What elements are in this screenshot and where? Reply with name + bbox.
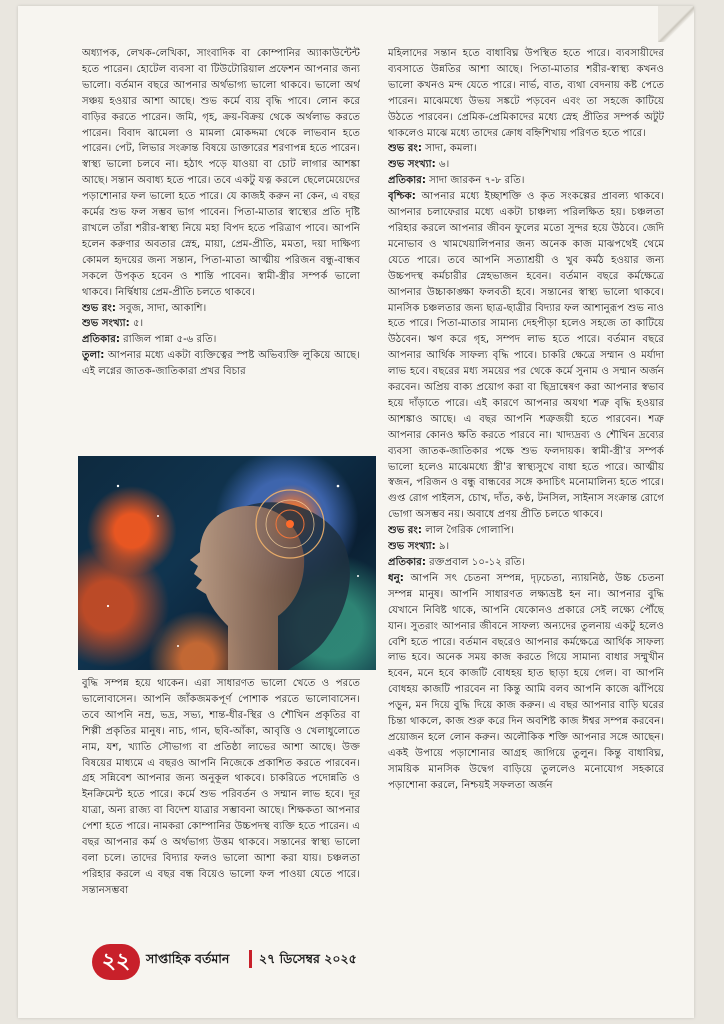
magazine-page (18, 6, 694, 1018)
remedy-value: সাদা জারকন ৭-৮ রতি। (425, 175, 525, 187)
lucky-number-line (388, 157, 664, 173)
body-paragraph: অধ্যাপক, লেখক-লেখিকা, সাংবাদিক বা কোম্পানির অ্যাকাউন্টেন্ট হতে পারেন। হোটেল ব্যবসা বা টিউটোরিয়াল প্রফেশন আপনার জন্য ভালো। বর্তমান বছরে আপনার অর্থভাগ্য ভালো থাকবে। ভালো অর্থ সঞ্চয় হওয়ার আশা আছে। শুভ কর্মে ব্যয় বৃদ্ধি পাবে। লোন করে বাড়ির করতে পারেন। জমি, গৃহ, ক্রয়-বিক্রয় থেকে অর্থলাভ করতে পারেন। বিবাদ ঝামেলা ও মামলা মোকদ্দমা থেকে লাভবান হতে পারেন। পেট, লিভার সংক্রান্ত বিষয়ে ডাক্তারের শরণাপন্ন হতে পারেন। স্বাস্থ্য ভালো চলবে না। হঠাৎ পড়ে যাওয়া বা চোট লাগার আশঙ্কা আছে। সন্তান অবাধ্য হতে পারে। তবে একটু যত্ন করলে ছেলেমেয়েদের পড়াশোনার ফল ভালো হতে পারে। যে কাজই করুন না কেন, এ বছর কর্মের শুভ ফল সম্ভব ভাগ পাবেন। পিতা-মাতার স্বাস্থ্যের প্রতি দৃষ্টি রাখলে তাঁরা শরীর-স্বাস্থ্য নিয়ে মহা বিপদ হতে পরিত্রাণ পাবে। আপনি হলেন করুণার অবতার স্নেহ, মায়া, প্রেম-প্রীতি, মমতা, দয়া দাক্ষিণ্য কোমল হৃদয়ের জন্য সন্তান, পিতা-মাতা আত্মীয় পরিজন বন্ধু-বান্ধব সকলে উপকৃত হবেন ও শান্তি পাবেন। স্বামী-স্ত্রীর সম্পর্ক ভালো থাকবে। নির্দ্বিধায় প্রেম-প্রীতি চলতে থাকবে। (82, 48, 360, 298)
lucky-color-value: লাল গৈরিক গোলাপি। (421, 525, 515, 537)
lucky-number-value: ৬। (435, 159, 450, 171)
page-number-badge: ২২ (92, 944, 140, 980)
lucky-color-line (82, 301, 360, 317)
sign-heading-dhanu: ধনু: (388, 572, 404, 584)
remedy-value: রাজিল পান্না ৫-৬ রতি। (119, 334, 217, 346)
lucky-number-line (388, 539, 664, 555)
sign-text-dhanu: আপনি সৎ চেতনা সম্পন্ন, দৃঢ়চেতা, ন্যায়নিষ্ঠ, উচ্চ চেতনা সম্পন্ন মানুষ। আপনি সাধারণত লক্ষ্যভ্রষ্ট হন না। আপনার বুদ্ধি যেখানে নিবিষ্ট থাকে, আপনি যেকোনও প্রকারে সেই লক্ষ্যে পৌঁছে যান। সুতরাং আপনার জীবনে সাফল্য অন্যদের তুলনায় একটু হলেও বেশি হতে পারে। বর্তমান বছরেও আপনার কর্মক্ষেত্রে আর্থিক সাফল্য লাভ হবে। অনেক সময় কাজ করতে গিয়ে সামান্য বাধার সম্মুখীন হবেন, মনে হবে কাজটি বোধহয় হাত ছাড়া হয়ে গেল। বা আপনি বোধহয় কাজটি পারবেন না কিন্তু আমি বলব আপনি কাজে ঝাঁপিয়ে পড়ুন, মন দিয়ে বুদ্ধি দিয়ে কাজ করুন। এ বছর আপনার বাড়ি ঘরের চিন্তা থাকলে, কাজ শুরু করে দিন অবশিষ্ট কাজ ঈশ্বর সম্পন্ন করবেন। প্রয়োজন হলে লোন করুন। অলৌকিক শক্তি আপনার সঙ্গে আছেন। একই উপায়ে পড়াশোনার আগ্রহ জাগিয়ে তুলুন। কিন্তু বাধাবিঘ্ন, সাময়িক মানসিক উদ্বেগ বাড়িয়ে তুললেও মনোযোগ সহকারে পড়াশোনা করলে, নিশ্চয়ই সফলতা অর্জন (388, 572, 664, 791)
remedy-label: প্রতিকার: (388, 557, 426, 568)
sign-heading-brishchik: বৃশ্চিক: (388, 191, 416, 203)
body-paragraph: মহিলাদের সন্তান হতে বাধাবিঘ্ন উপস্থিত হতে পারে। ব্যবসায়ীদের ব্যবসাতে উন্নতির আশা আছে। পিতা-মাতার শরীর-স্বাস্থ্য কখনও ভালো কখনও মন্দ যেতে পারে। নার্ভ, বাত, ব্যথা বেদনায় কষ্ট পেতে পারেন। মাঝেমধ্যে উভয় সঙ্কটে পড়বেন এবং তা সহজে কাটিয়ে উঠতে পারবেন। প্রেমিক-প্রেমিকাদের মধ্যে স্নেহ প্রীতির সম্পর্ক অটুট থাকলেও মাঝে মধ্যে তাদের ক্রোধ বহ্নিশিখায় পরিণত হতে পারে। (388, 48, 664, 139)
sign-text-brishchik: আপনার মধ্যে ইচ্ছাশক্তি ও কৃত সংকল্পের প্রাবল্য থাকবে। আপনার চলাফেরার মধ্যে একটা চাঞ্চল্য পরিলক্ষিত হয়। চঞ্চলতা পরিহার করলে আপনার জীবন ফুলের মতো সুন্দর হয়ে উঠবে। জেদি মনোভাব ও খামখেয়ালিপনার জন্য অনেক কাজ মাঝপথেই থেমে যেতে পারে। তবে আপনি সত্যাশ্রয়ী ও খুব কর্মঠ হওয়ার জন্য উচ্চপদস্থ কর্মচারীর স্নেহভাজন হবেন। বর্তমান বছরে কর্মক্ষেত্রে আপনার উচ্চাকাঙ্ক্ষা ফলবতী হবে। সন্তানের স্বাস্থ্য ভালো থাকবে। মানসিক চঞ্চলতার জন্য ছাত্র-ছাত্রীর বিদ্যার ফল আশানুরূপ শুভ নাও হতে পারে। পিতা-মাতার সামান্য দেহপীড়া হলেও সহজে তা কাটিয়ে উঠবেন। ঋণ করে গৃহ, সম্পদ লাভ হতে পারে। বর্তমান বছরে আপনার আর্থিক সাফল্য বৃদ্ধি পাবে। চাকরি ক্ষেত্রে সম্মান ও মর্যাদা লাভ হবে। বছরের মধ্য সময়ের পর থেকে কর্মে সুনাম ও সম্মান অর্জন করবেন। অপ্রিয় বাক্য প্রয়োগ করা বা ছিদ্রান্বেষণ করা আপনার স্বভাব হয়ে দাঁড়াতে পারে। এই কারণে আপনার অযথা শত্রু বৃদ্ধি হওয়ার আশঙ্কাও আছে। এ বছর আপনি শত্রুজয়ী হতে পারবেন। শত্রু আপনার কোনও ক্ষতি করতে পারবে না। খাদ্যদ্রব্য ও শৌখিন দ্রব্যের ব্যবসা জাতক-জাতিকার পক্ষে শুভ ফলদায়ক। স্বামী-স্ত্রী'র সম্পর্ক ভালো হলেও মাঝেমধ্যে স্ত্রী'র স্বাস্থ্যসুখে বাধা হতে পারে। আত্মীয় স্বজন, পরিজন ও বন্ধু বান্ধবের সঙ্গে কদাচিৎ মনোমালিন্য হতে পারে। গুপ্ত রোগ পাইলস, চোখ, দাঁত, কণ্ঠ, টনসিল, সাইনাস সংক্রান্ত রোগে ভোগা অসম্ভব নয়। অবাধে প্রণয় প্রীতি চলতে থাকবে। (388, 191, 664, 521)
lucky-color-line (388, 141, 664, 157)
issue-date: ২৭ ডিসেম্বর ২০২৫ (259, 951, 357, 966)
right-column (388, 46, 664, 938)
lucky-color-label: শুভ রং: (82, 302, 116, 314)
lucky-number-label: শুভ সংখ্যা: (388, 159, 436, 171)
footer-divider (249, 950, 252, 968)
cosmic-profile-illustration (78, 456, 376, 670)
remedy-line (82, 332, 360, 348)
lucky-number-value: ৯। (435, 541, 450, 553)
lucky-color-line (388, 523, 664, 539)
body-paragraph: বুদ্ধি সম্পন্ন হয়ে থাকেন। এরা সাধারণত ভালো খেতে ও পরতে ভালোবাসেন। আপনি জাঁকজমকপূর্ণ পোশাক পরতে ভালোবাসেন। তবে আপনি নম্র, ভদ্র, সভ্য, শান্ত-ধীর-স্থির ও শৌখিন প্রকৃতির বা শিল্পী প্রকৃতির মানুষ। নাচ, গান, ছবি-আঁকা, আবৃত্তি ও খেলাধুলোতে নাম, যশ, খ্যাতি সৌভাগ্য বা প্রতিষ্ঠা লাভের আশা আছে। উক্ত বিষয়ের মাধ্যমে এ বছরও আপনি নিজেকে প্রকাশিত করতে পারবেন। গ্রহ সন্নিবেশ আপনার জন্য অনুকূল থাকবে। চাকরিতে পদোন্নতি ও ইনক্রিমেন্ট হতে পারে। কর্মে শুভ পরিবর্তন ও সম্মান লাভ হবে। দূর যাত্রা, অন্য রাজ্য বা বিদেশ যাত্রার সম্ভাবনা আছে। শিক্ষকতা আপনার পেশা হতে পারে। নামকরা কোম্পানির উচ্চপদস্থ ব্যক্তি হতে পারেন। এ বছর আপনার কর্ম ও অর্থভাগ্য উত্তম থাকবে। সন্তানের স্বাস্থ্য ভালো বলা চলে। তাদের বিদ্যার ফলও ভালো আশা করা যায়। চঞ্চলতা পরিহার করলে এ বছর বন্ধ বিয়েও ভালো ফল পাওয়া যেতে পারে। সন্তানসম্ভবা (82, 678, 360, 896)
lucky-number-label: শুভ সংখ্যা: (82, 318, 130, 330)
page-curl (658, 6, 694, 42)
sign-text-tula: আপনার মধ্যে একটা ব্যক্তিত্বের স্পষ্ট অভিব্যক্তি লুকিয়ে আছে। এই লগ্নের জাতক-জাতিকারা প্রখর বিচার (82, 350, 360, 378)
sign-heading-tula: তুলা: (82, 350, 105, 362)
lucky-color-label: শুভ রং: (388, 143, 422, 155)
sign-paragraph-dhanu (388, 571, 664, 794)
lucky-color-value: সবুজ, সাদা, আকাশি। (115, 302, 207, 314)
lucky-number-value: ৫। (129, 318, 144, 330)
remedy-line (388, 555, 664, 571)
lucky-color-value: সাদা, কমলা। (421, 143, 477, 155)
illustration-artwork (78, 456, 376, 670)
lucky-color-label: শুভ রং: (388, 525, 422, 537)
lucky-number-line (82, 316, 360, 332)
sign-paragraph-tula (82, 348, 360, 380)
publication-name: সাপ্তাহিক বর্তমান (146, 951, 230, 966)
remedy-label: প্রতিকার: (82, 334, 120, 346)
remedy-value: রক্তপ্রবাল ১০-১২ রতি। (425, 557, 525, 568)
left-column-top (82, 46, 360, 450)
sign-paragraph-brishchik (388, 189, 664, 523)
remedy-line (388, 173, 664, 189)
left-column-bottom (82, 676, 360, 938)
lucky-number-label: শুভ সংখ্যা: (388, 541, 436, 553)
remedy-label: প্রতিকার: (388, 175, 426, 187)
